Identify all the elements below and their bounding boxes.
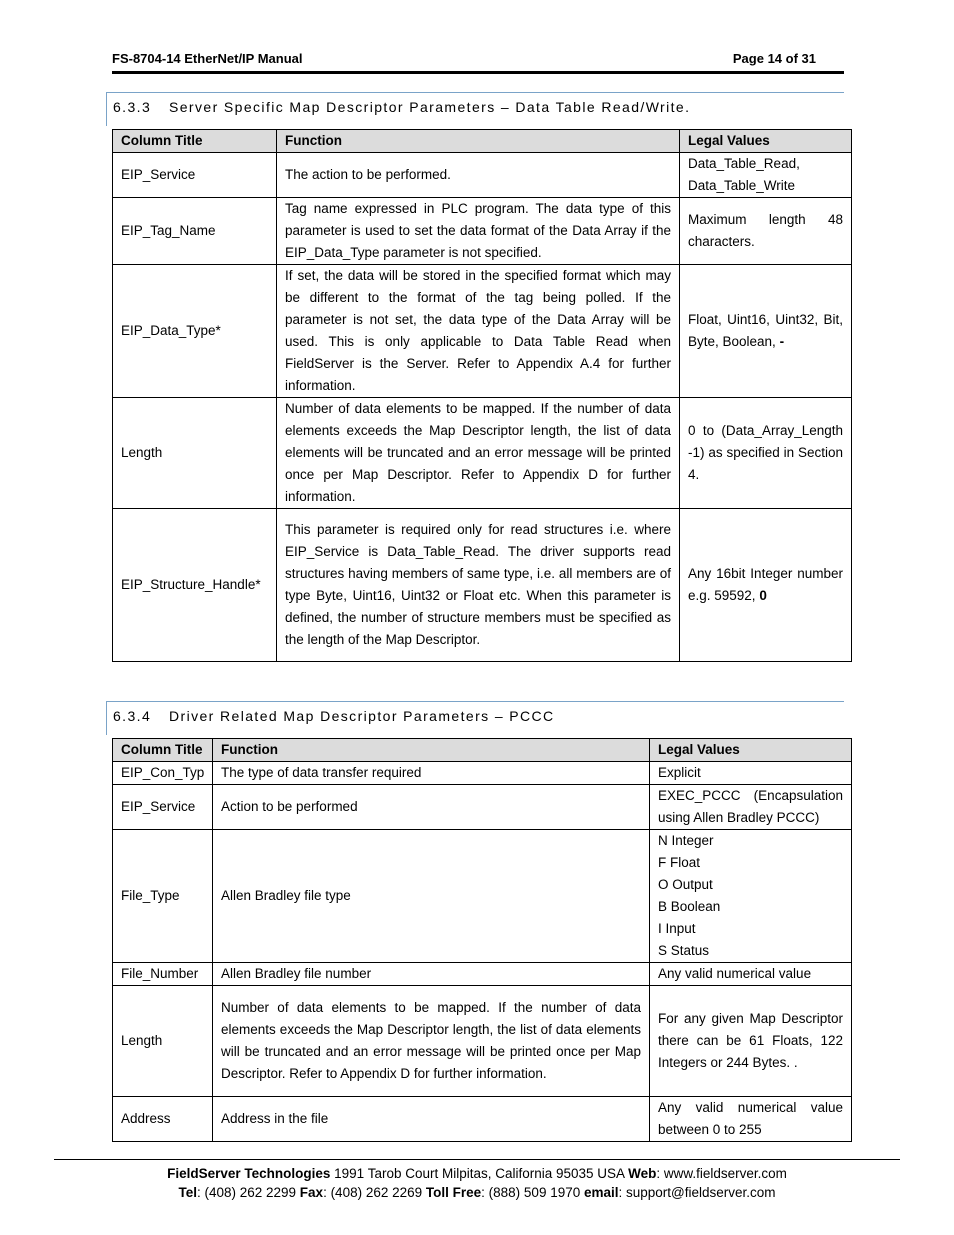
- table-row: [113, 509, 852, 662]
- cell-title: EIP_Structure_Handle*: [113, 509, 277, 662]
- cell-title: Length: [113, 398, 277, 509]
- section-title: Driver Related Map Descriptor Parameters – PCCC: [169, 708, 555, 724]
- cell-function: Number of data elements to be mapped. If the number of data elements exceeds the Map Descriptor length, the list of data elements will be truncated and an error message will be printed once per Map Descriptor. Refer to Appendix D for further information.: [213, 986, 650, 1097]
- footer-web: : www.fieldserver.com: [656, 1166, 787, 1181]
- cell-title: EIP_Service: [113, 785, 213, 830]
- column-header: Function: [213, 739, 650, 762]
- table-row: [113, 963, 852, 986]
- cell-function: Tag name expressed in PLC program. The data type of this parameter is used to set the data format of the Data Array if the EIP_Data_Type parameter is not specified.: [277, 198, 680, 265]
- column-header: Legal Values: [650, 739, 852, 762]
- pccc-map-descriptor-table: [112, 738, 852, 1142]
- cell-legal: 0 to (Data_Array_Length -1) as specified in Section 4.: [680, 398, 852, 509]
- footer-line-2: [54, 1183, 900, 1202]
- cell-legal: Explicit: [650, 762, 852, 785]
- footer-line-1: [54, 1164, 900, 1183]
- section-title: Server Specific Map Descriptor Parameters – Data Table Read/Write.: [169, 99, 691, 115]
- cell-legal: Any valid numerical value: [650, 963, 852, 986]
- legal-text: Float, Uint16, Uint32, Bit, Byte, Boolean,: [688, 312, 843, 349]
- column-header: Column Title: [113, 130, 277, 153]
- legal-line: N Integer: [658, 833, 714, 848]
- cell-legal: [650, 830, 852, 963]
- footer-fax-label: Fax: [299, 1185, 324, 1200]
- cell-legal: [680, 509, 852, 662]
- table-row: [113, 198, 852, 265]
- legal-line: S Status: [658, 943, 710, 958]
- legal-line: B Boolean: [658, 899, 721, 914]
- cell-function: Address in the file: [213, 1097, 650, 1142]
- cell-function: Allen Bradley file number: [213, 963, 650, 986]
- column-header: Function: [277, 130, 680, 153]
- cell-function: If set, the data will be stored in the specified format which may be different to the format of the tag being polled. If the parameter is not set, the data type of the Data Array will be used. This is only applicable to Data Table Read when FieldServer is the Server. Refer to Appendix A.4 for further information.: [277, 265, 680, 398]
- cell-legal: For any given Map Descriptor there can be 61 Floats, 122 Integers or 244 Bytes. .: [650, 986, 852, 1097]
- footer-email-label: email: [583, 1185, 619, 1200]
- table-row: [113, 830, 852, 963]
- cell-title: EIP_Service: [113, 153, 277, 198]
- section-number: 6.3.4: [113, 708, 152, 724]
- column-header: Column Title: [113, 739, 213, 762]
- footer-tel: : (408) 262 2299: [196, 1185, 300, 1200]
- legal-line: O Output: [658, 877, 713, 892]
- document-title: FS-8704-14 EtherNet/IP Manual: [112, 51, 303, 66]
- table-row: [113, 153, 852, 198]
- page-number: Page 14 of 31: [732, 51, 816, 66]
- cell-function: This parameter is required only for read structures i.e. where EIP_Service is Data_Table_Read. The driver supports read structures having members of same type, i.e. all members are of type Byte, Uint16, Uint32 or Float etc. When this parameter is defined, the number of structure members must be specified as the length of the Map Descriptor.: [277, 509, 680, 662]
- server-map-descriptor-table: [112, 129, 852, 662]
- table-row: [113, 398, 852, 509]
- cell-legal: [680, 265, 852, 398]
- legal-line: Data_Table_Read,: [688, 156, 800, 171]
- legal-line: Data_Table_Write: [688, 178, 796, 193]
- footer-tel-label: Tel: [178, 1185, 197, 1200]
- cell-function: Action to be performed: [213, 785, 650, 830]
- table-row: [113, 785, 852, 830]
- section-heading-634: [106, 701, 844, 735]
- legal-default: -: [779, 334, 785, 349]
- cell-legal: EXEC_PCCC (Encapsulation using Allen Bradley PCCC): [650, 785, 852, 830]
- table-row: [113, 986, 852, 1097]
- cell-title: File_Type: [113, 830, 213, 963]
- column-header: Legal Values: [680, 130, 852, 153]
- cell-legal: [680, 153, 852, 198]
- table-row: [113, 1097, 852, 1142]
- cell-function: The type of data transfer required: [213, 762, 650, 785]
- cell-title: EIP_Tag_Name: [113, 198, 277, 265]
- cell-legal: Maximum length 48 characters.: [680, 198, 852, 265]
- page-footer: [54, 1159, 900, 1202]
- legal-line: I Input: [658, 921, 696, 936]
- cell-legal: Any valid numerical value between 0 to 255: [650, 1097, 852, 1142]
- cell-function: Allen Bradley file type: [213, 830, 650, 963]
- cell-function: Number of data elements to be mapped. If the number of data elements exceeds the Map Descriptor length, the list of data elements will be truncated and an error message will be printed once per Map Descriptor. Refer to Appendix D for further information.: [277, 398, 680, 509]
- cell-title: File_Number: [113, 963, 213, 986]
- section-number: 6.3.3: [113, 99, 152, 115]
- cell-title: EIP_Con_Typ: [113, 762, 213, 785]
- legal-default: 0: [759, 588, 767, 603]
- legal-text: Any 16bit Integer number e.g. 59592,: [688, 566, 843, 603]
- footer-tollfree-label: Toll Free: [425, 1185, 482, 1200]
- footer-tollfree: : (888) 509 1970: [481, 1185, 584, 1200]
- cell-title: EIP_Data_Type*: [113, 265, 277, 398]
- footer-address: 1991 Tarob Court Milpitas, California 95035 USA: [330, 1166, 629, 1181]
- footer-fax: : (408) 262 2269: [323, 1185, 426, 1200]
- section-heading-633: [106, 92, 844, 126]
- cell-title: Length: [113, 986, 213, 1097]
- cell-function: The action to be performed.: [277, 153, 680, 198]
- table-row: [113, 265, 852, 398]
- footer-company: FieldServer Technologies: [167, 1166, 331, 1181]
- table-row: [113, 762, 852, 785]
- legal-line: F Float: [658, 855, 701, 870]
- footer-web-label: Web: [628, 1166, 657, 1181]
- page-header: [112, 50, 844, 74]
- cell-title: Address: [113, 1097, 213, 1142]
- footer-email: : support@fieldserver.com: [618, 1185, 776, 1200]
